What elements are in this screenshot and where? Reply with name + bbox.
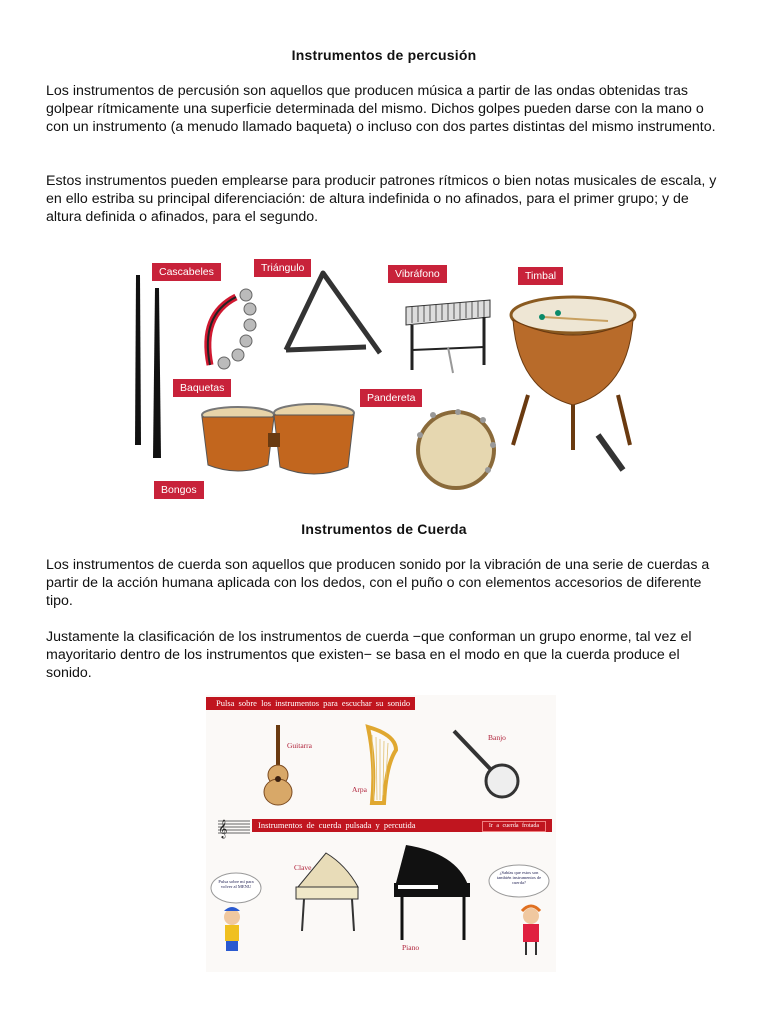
vibrafono-image xyxy=(406,300,490,373)
panel-banner: Pulsa sobre los instrumentos para escuchar su sonido xyxy=(206,697,415,710)
label-piano: Piano xyxy=(402,943,420,952)
percussion-paragraph-2: Estos instrumentos pueden emplearse para producir patrones rítmicos o bien notas musicales de escala, y en ello estriba su principal diferenciación: de altura indefinida o no afinados, para el primer grupo; y de altura definida o afinados, para el segundo. xyxy=(46,173,717,225)
guitarra-image[interactable] xyxy=(264,725,292,805)
nav-cuerda-frotada-button[interactable]: Ir a cuerda frotada xyxy=(482,821,546,832)
label-banjo: Banjo xyxy=(488,733,506,742)
strings-panel xyxy=(206,695,556,972)
drumsticks-image xyxy=(135,275,161,458)
percussion-figure xyxy=(128,255,640,500)
girl-character-image[interactable] xyxy=(522,906,540,955)
strings-paragraph-1: Los instrumentos de cuerda son aquellos que producen sonido por la vibración de una serie de cuerdas a partir de la acción humana aplicada con los dedos, con el puño o con elementos accesorios de diferente tipo. xyxy=(46,557,710,609)
label-bongos: Bongos xyxy=(154,481,204,499)
pandereta-image xyxy=(417,409,496,488)
label-triangulo: Triángulo xyxy=(254,259,311,277)
label-clave: Clave xyxy=(294,863,312,872)
cascabeles-image xyxy=(208,289,256,369)
banjo-image[interactable] xyxy=(454,731,518,797)
label-timbal: Timbal xyxy=(518,267,563,285)
strings-title: Instrumentos de Cuerda xyxy=(301,521,467,537)
bubble-left-text: Pulsa sobre mí para volver al MENU xyxy=(218,879,254,889)
percussion-title: Instrumentos de percusión xyxy=(291,47,477,63)
label-pandereta: Pandereta xyxy=(360,389,422,407)
triangulo-image xyxy=(286,273,380,353)
bongos-image xyxy=(202,404,354,474)
percussion-instruments-illustration xyxy=(128,255,640,500)
bubble-right-text: ¿Sabías que estos son también instrumentos de cuerda? xyxy=(496,870,542,885)
label-arpa: Arpa xyxy=(352,785,367,794)
section-bar xyxy=(252,819,552,832)
arpa-image[interactable] xyxy=(368,727,396,803)
label-cascabeles: Cascabeles xyxy=(152,263,221,281)
section-bar-title: Instrumentos de cuerda pulsada y percutida xyxy=(258,820,416,830)
piano-image[interactable] xyxy=(394,845,470,940)
treble-clef-icon: 𝄞 xyxy=(218,819,228,838)
strings-paragraph-2: Justamente la clasificación de los instrumentos de cuerda −que conforman un grupo enorme, tal vez el mayoritario dentro de los instrumentos que existen− se basa en el modo en que la cuerda produce el sonido. xyxy=(46,629,692,681)
timbal-image xyxy=(511,297,635,470)
label-guitarra: Guitarra xyxy=(287,741,312,750)
label-baquetas: Baquetas xyxy=(173,379,231,397)
percussion-paragraph-1: Los instrumentos de percusión son aquellos que producen música a partir de las ondas obtenidas tras golpear rítmicamente una superficie determinada del mismo. Dichos golpes pueden darse con la mano o con un instrumento (a menudo llamado baqueta) o incluso con dos partes distintas del mismo instrumento. xyxy=(46,83,716,135)
label-vibrafono: Vibráfono xyxy=(388,265,447,283)
boy-character-image[interactable] xyxy=(224,907,240,951)
